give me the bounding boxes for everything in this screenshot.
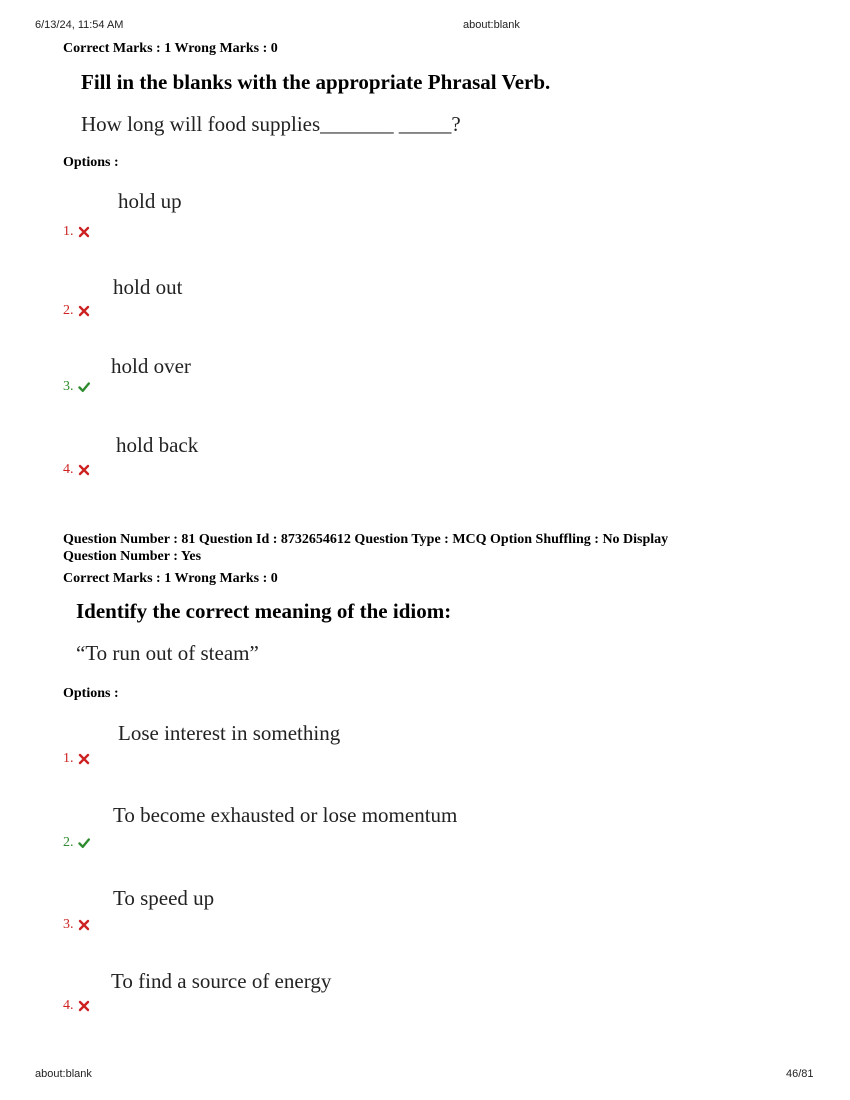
q80-marks: Correct Marks : 1 Wrong Marks : 0 (63, 41, 278, 56)
q81-option-3-number: 3. (63, 917, 74, 932)
q81-option-3-marker (63, 917, 90, 933)
q81-info-line-2: Question Number : Yes (63, 549, 202, 564)
wrong-icon (78, 919, 90, 931)
q81-option-4-text: To find a source of energy (111, 969, 332, 993)
q81-option-2-marker (63, 835, 90, 851)
q80-option-4-text: hold back (116, 433, 199, 457)
q81-option-4-marker (63, 998, 90, 1014)
q81-option-1-text: Lose interest in something (118, 721, 341, 745)
q81-option-2-number: 2. (63, 835, 74, 850)
q81-option-2-text: To become exhausted or lose momentum (113, 803, 458, 827)
q80-option-3-number: 3. (63, 379, 74, 394)
q81-option-3-text: To speed up (113, 886, 215, 910)
q80-option-4-marker (63, 462, 90, 478)
print-title: about:blank (463, 19, 520, 31)
print-footer-url: about:blank (35, 1068, 92, 1080)
q81-info-line-1: Question Number : 81 Question Id : 8732654612 Question Type : MCQ Option Shuffling : No Display (63, 532, 669, 547)
q81-marks: Correct Marks : 1 Wrong Marks : 0 (63, 571, 278, 586)
q80-option-1-number: 1. (63, 224, 74, 239)
q80-option-2-text: hold out (113, 275, 183, 299)
q80-option-4-number: 4. (63, 462, 74, 477)
q80-body: How long will food supplies_______ _____? (81, 112, 461, 136)
q80-option-2-number: 2. (63, 303, 74, 318)
q80-option-3-marker (63, 379, 90, 395)
q80-option-3-text: hold over (111, 354, 191, 378)
q81-option-4-number: 4. (63, 998, 74, 1013)
wrong-icon (78, 464, 90, 476)
q80-option-1-marker (63, 224, 90, 240)
wrong-icon (78, 1000, 90, 1012)
wrong-icon (78, 753, 90, 765)
q80-option-1-text: hold up (118, 189, 182, 213)
q81-title: Identify the correct meaning of the idiom: (76, 599, 452, 623)
q80-option-2-marker (63, 303, 90, 319)
wrong-icon (78, 226, 90, 238)
correct-icon (78, 381, 90, 393)
q81-option-1-marker (63, 751, 90, 767)
q80-title: Fill in the blanks with the appropriate Phrasal Verb. (81, 70, 551, 94)
print-datetime: 6/13/24, 11:54 AM (35, 19, 124, 31)
q81-body: “To run out of steam” (76, 641, 259, 665)
print-page-number: 46/81 (786, 1068, 814, 1080)
wrong-icon (78, 305, 90, 317)
correct-icon (78, 837, 90, 849)
q80-options-label: Options : (63, 155, 119, 170)
q81-option-1-number: 1. (63, 751, 74, 766)
q81-options-label: Options : (63, 686, 119, 701)
